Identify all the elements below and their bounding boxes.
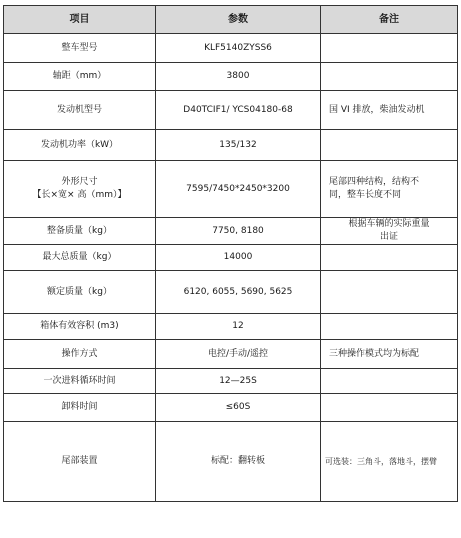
row-param: 135/132	[156, 130, 321, 161]
row-param: 6120, 6055, 5690, 5625	[156, 271, 321, 314]
row-item: 轴距（mm）	[4, 63, 156, 91]
row-note: 可选装：三角斗，落地斗，摆臂	[321, 422, 458, 502]
row-item	[4, 161, 156, 218]
row-item: 尾部装置	[4, 422, 156, 502]
table-row	[4, 130, 458, 161]
row-param: 14000	[156, 245, 321, 271]
row-note	[321, 63, 458, 91]
table-header-row	[4, 6, 458, 34]
row-item: 最大总质量（kg）	[4, 245, 156, 271]
row-note	[321, 394, 458, 422]
row-note	[321, 271, 458, 314]
row-note: 国 VI 排放，柴油发动机	[321, 91, 458, 130]
table-row	[4, 245, 458, 271]
row-param: D40TCIF1/ YCS04180-68	[156, 91, 321, 130]
table-row	[4, 314, 458, 340]
row-item: 一次进料循环时间	[4, 369, 156, 394]
row-item: 操作方式	[4, 340, 156, 369]
row-note	[321, 245, 458, 271]
row-param: ≤60S	[156, 394, 321, 422]
row-item: 发动机型号	[4, 91, 156, 130]
table-row	[4, 218, 458, 245]
row-note-line1: 根据车辆的实际重量	[348, 219, 430, 229]
row-note	[321, 369, 458, 394]
row-param: 7595/7450*2450*3200	[156, 161, 321, 218]
row-param: 12—25S	[156, 369, 321, 394]
table-row	[4, 394, 458, 422]
row-note-line2: 同，整车长度不同	[329, 190, 402, 200]
table-row	[4, 369, 458, 394]
row-item: 额定质量（kg）	[4, 271, 156, 314]
row-note	[321, 314, 458, 340]
spec-table-container	[3, 5, 458, 502]
row-param: 电控/手动/遥控	[156, 340, 321, 369]
row-item: 发动机功率（kW）	[4, 130, 156, 161]
row-note	[321, 218, 458, 245]
row-item-line2: 【长×宽× 高（mm）】	[32, 190, 127, 200]
row-note: 三种操作模式均为标配	[321, 340, 458, 369]
row-item: 箱体有效容积 (m3)	[4, 314, 156, 340]
table-row	[4, 340, 458, 369]
row-param: 12	[156, 314, 321, 340]
row-note-line1: 尾部四种结构，结构不	[329, 177, 420, 187]
row-param: KLF5140ZYSS6	[156, 34, 321, 63]
row-param: 标配：翻转板	[156, 422, 321, 502]
row-item: 整车型号	[4, 34, 156, 63]
table-row	[4, 63, 458, 91]
row-item: 整备质量（kg）	[4, 218, 156, 245]
header-param: 参数	[156, 6, 321, 34]
table-row	[4, 161, 458, 218]
row-param: 7750, 8180	[156, 218, 321, 245]
row-note	[321, 161, 458, 218]
spec-table	[3, 5, 458, 502]
row-note-line2: 出证	[379, 232, 398, 242]
table-row	[4, 91, 458, 130]
header-item: 项目	[4, 6, 156, 34]
header-note: 备注	[321, 6, 458, 34]
row-item: 卸料时间	[4, 394, 156, 422]
row-item-line1: 外形尺寸	[61, 177, 98, 187]
row-note	[321, 130, 458, 161]
row-note	[321, 34, 458, 63]
table-row	[4, 422, 458, 502]
table-row	[4, 34, 458, 63]
row-param: 3800	[156, 63, 321, 91]
table-row	[4, 271, 458, 314]
